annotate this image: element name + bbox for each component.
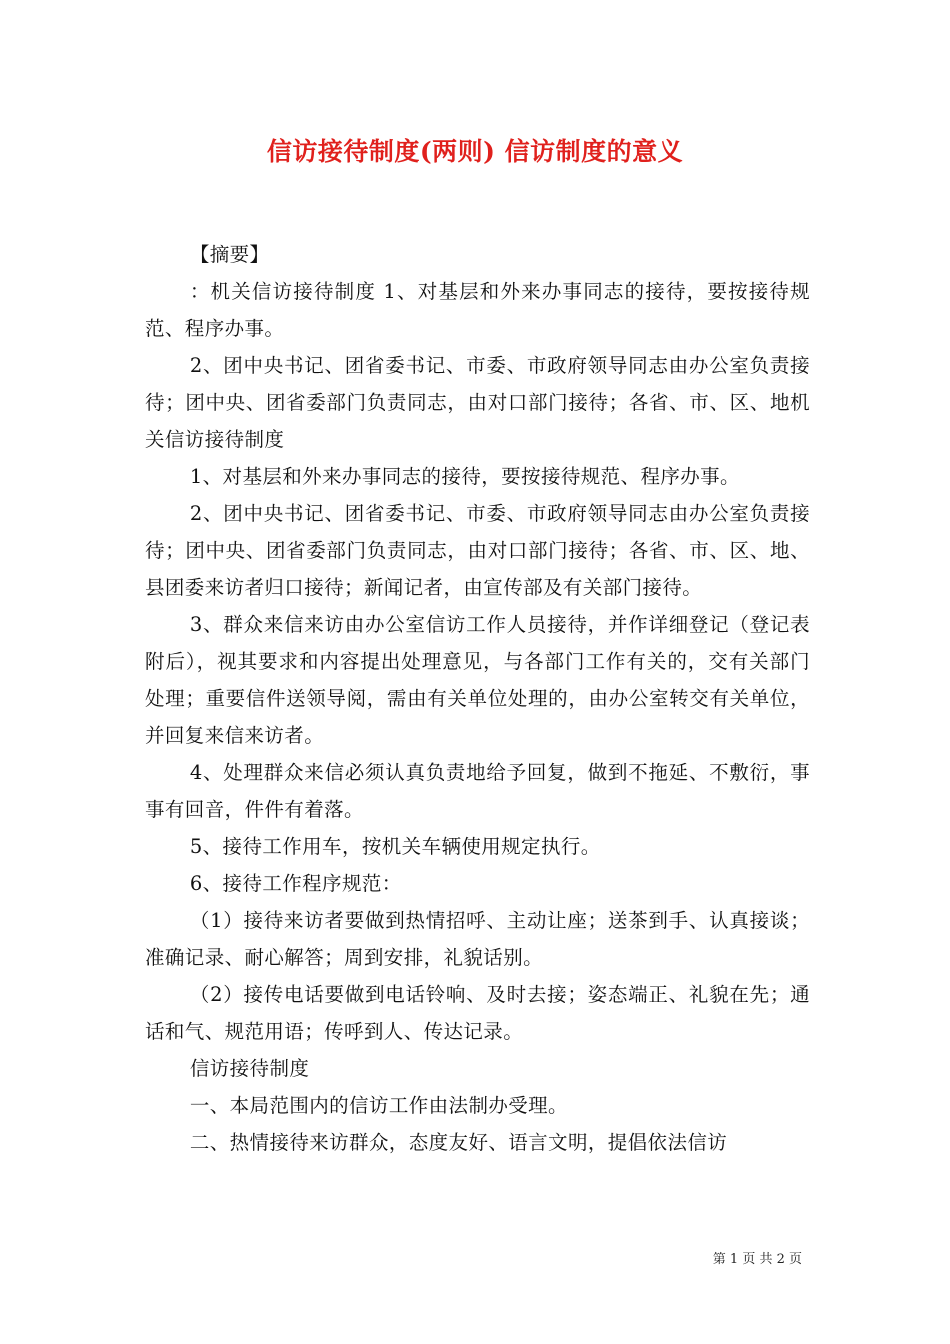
paragraph: 2、团中央书记、团省委书记、市委、市政府领导同志由办公室负责接待；团中央、团省委部门负责同志，由对口部门接待；各省、市、区、地、县团委来访者归口接待；新闻记者，由宣传部及有关部门接待。 — [145, 502, 810, 599]
paragraph: 一、本局范围内的信访工作由法制办受理。 — [189, 1094, 568, 1117]
paragraph: 二、热情接待来访群众，态度友好、语言文明，提倡依法信访 — [189, 1131, 728, 1154]
page-number: 第 1 页 共 2 页 — [712, 1252, 802, 1267]
document-body — [145, 236, 810, 1161]
document-title: 信访接待制度(两则) 信访制度的意义 — [266, 137, 684, 166]
paragraph: 4、处理群众来信必须认真负责地给予回复，做到不拖延、不敷衍，事事有回音，件件有着落。 — [145, 761, 810, 821]
paragraph: 2、团中央书记、团省委书记、市委、市政府领导同志由办公室负责接待；团中央、团省委部门负责同志，由对口部门接待；各省、市、区、地机关信访接待制度 — [145, 354, 810, 451]
section-heading: 信访接待制度 — [189, 1057, 310, 1080]
paragraph-abstract-label: 【摘要】 — [189, 243, 270, 266]
paragraph: 6、接待工作程序规范： — [189, 872, 402, 895]
paragraph: ：机关信访接待制度 1、对基层和外来办事同志的接待，要按接待规范、程序办事。 — [145, 280, 810, 340]
paragraph: 3、群众来信来访由办公室信访工作人员接待，并作详细登记（登记表附后），视其要求和内容提出处理意见，与各部门工作有关的，交有关部门处理；重要信件送领导阅，需由有关单位处理的，由办公室转交有关单位，并回复来信来访者。 — [145, 613, 810, 747]
paragraph: 5、接待工作用车，按机关车辆使用规定执行。 — [189, 835, 601, 858]
paragraph: （2）接传电话要做到电话铃响、及时去接；姿态端正、礼貌在先；通话和气、规范用语；传呼到人、传达记录。 — [145, 983, 810, 1043]
paragraph: （1）接待来访者要做到热情招呼、主动让座；送茶到手、认真接谈；准确记录、耐心解答；周到安排，礼貌话别。 — [145, 909, 810, 969]
paragraph: 1、对基层和外来办事同志的接待，要按接待规范、程序办事。 — [189, 465, 740, 488]
